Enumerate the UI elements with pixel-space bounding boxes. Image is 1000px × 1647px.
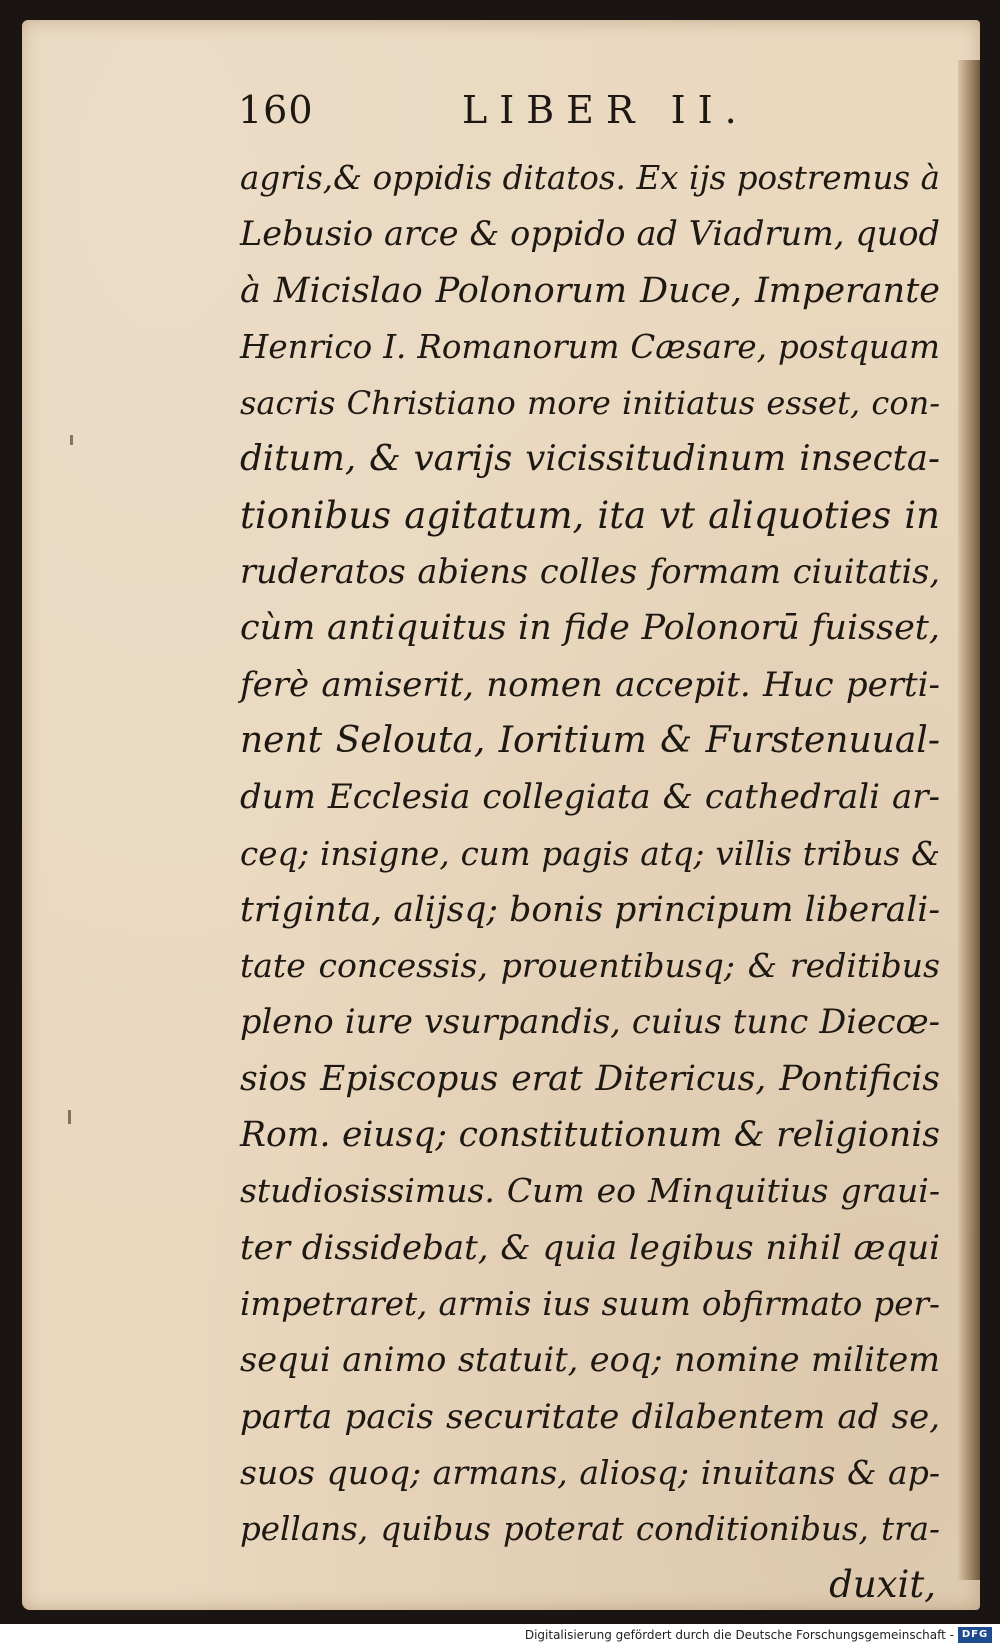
margin-ink-mark	[68, 1110, 71, 1124]
text-line: triginta, alijsq; bonis principum liberali-	[240, 889, 940, 930]
text-line: Rom. eiusq; constitutionum & religionis	[240, 1115, 940, 1156]
running-head	[232, 88, 932, 148]
body-text	[240, 150, 940, 1614]
running-title: LIBER II.	[462, 88, 749, 132]
text-line: nent Selouta, Ioritium & Furstenuual-	[240, 719, 940, 761]
text-line: parta pacis securitate dilabentem ad se,	[240, 1396, 940, 1437]
text-line: cùm antiquitus in fide Polonorū fuisset,	[240, 608, 940, 649]
margin-ink-mark	[70, 435, 73, 445]
catchword: duxit,	[829, 1563, 936, 1607]
text-line: Lebusio arce & oppido ad Viadrum, quod	[240, 214, 940, 254]
text-line: ditum, & varijs vicissitudinum insecta-	[240, 438, 940, 480]
text-line: impetraret, armis ius suum obfirmato per-	[240, 1284, 940, 1323]
digitization-footer	[0, 1624, 1000, 1647]
text-line: sios Episcopus erat Ditericus, Pontificis	[240, 1058, 940, 1099]
text-line: ruderatos abiens colles formam ciuitatis,	[240, 552, 940, 592]
text-line: pleno iure vsurpandis, cuius tunc Diecœ-	[240, 1002, 940, 1042]
text-line: agris,& oppidis ditatos. Ex ijs postremus à	[240, 159, 940, 197]
text-line: à Micislao Polonorum Duce, Imperante	[240, 270, 940, 311]
text-line: ter dissidebat, & quia legibus nihil æqui	[240, 1227, 940, 1268]
text-line: suos quoq; armans, aliosq; inuitans & ap-	[240, 1452, 940, 1492]
page-edge-shadow	[958, 60, 980, 1580]
text-line: studiosissimus. Cum eo Minquitius graui-	[240, 1171, 940, 1211]
text-line: dum Ecclesia collegiata & cathedrali ar-	[240, 777, 940, 818]
text-line: sequi animo statuit, eoq; nomine militem	[240, 1340, 940, 1380]
text-line: pellans, quibus poterat conditionibus, tra-	[240, 1510, 940, 1549]
text-line: Henrico I. Romanorum Cæsare, postquam	[240, 327, 940, 366]
text-line: sacris Christiano more initiatus esset, con-	[240, 384, 940, 423]
text-line: ceq; insigne, cum pagis atq; villis tribus &	[240, 834, 940, 873]
text-line: ferè amiserit, nomen accepit. Huc perti-	[240, 664, 940, 705]
text-line: tate concessis, prouentibusq; & reditibus	[240, 946, 940, 986]
funding-credit: Digitalisierung gefördert durch die Deutsche Forschungsgemeinschaft -	[524, 1628, 954, 1642]
dfg-logo: DFG	[958, 1627, 992, 1643]
page-number: 160	[238, 88, 314, 132]
text-line: tionibus agitatum, ita vt aliquoties in	[240, 493, 940, 537]
